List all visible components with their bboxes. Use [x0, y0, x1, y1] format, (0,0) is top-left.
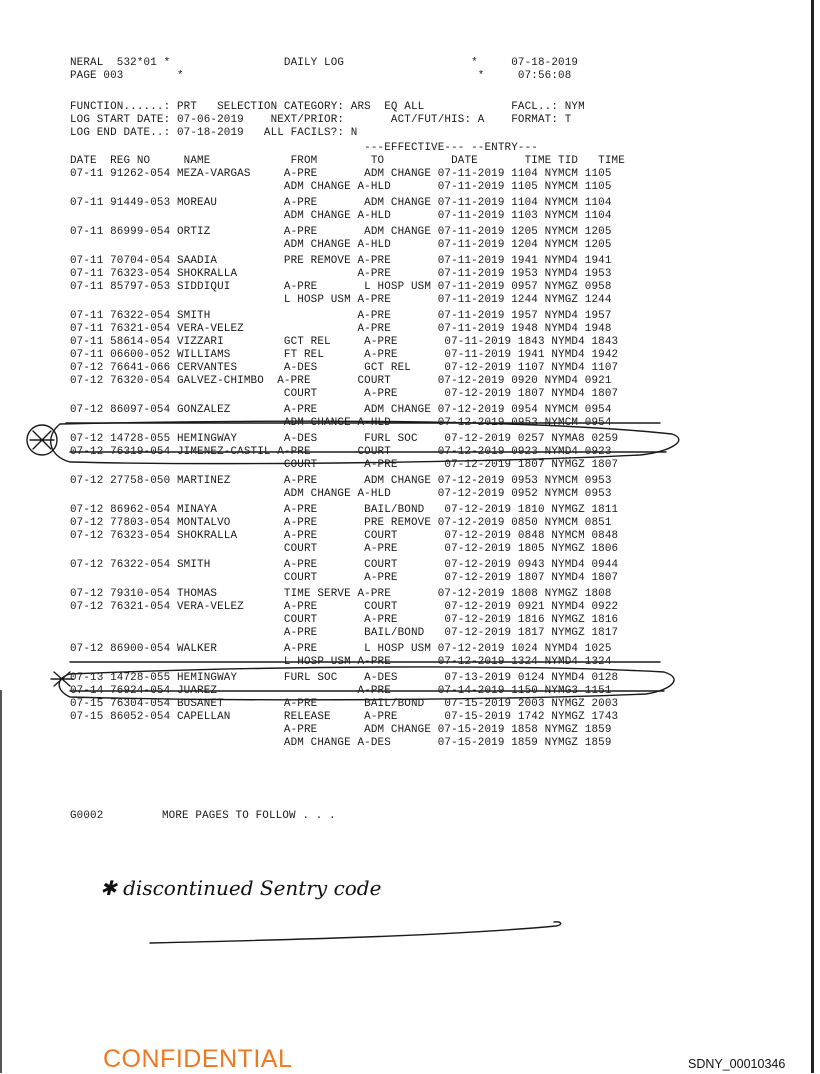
- table-row: 07-11 76321-054 VERA-VELEZ A-PRE 07-11-2019 1948 NYMD4 1948: [70, 323, 612, 335]
- table-row: 07-12 14728-055 HEMINGWAY A-DES FURL SOC 07-12-2019 0257 NYMA8 0259: [70, 433, 619, 445]
- table-row: 07-11 86999-054 ORTIZ A-PRE ADM CHANGE 07-11-2019 1205 NYMCM 1205: [70, 226, 612, 238]
- table-row: ADM CHANGE A-HLD 07-12-2019 0953 NYMCM 0954: [70, 417, 612, 429]
- handwritten-note: ✱ discontinued Sentry code: [100, 876, 382, 900]
- table-row: 07-12 86097-054 GONZALEZ A-PRE ADM CHANGE 07-12-2019 0954 NYMCM 0954: [70, 404, 612, 416]
- table-row: 07-11 76322-054 SMITH A-PRE 07-11-2019 1957 NYMD4 1957: [70, 310, 612, 322]
- table-row: 07-12 86962-054 MINAYA A-PRE BAIL/BOND 07-12-2019 1810 NYMGZ 1811: [70, 504, 619, 516]
- table-row: 07-14 76924-054 JUAREZ A-PRE 07-14-2019 1150 NYMG3 1151: [70, 685, 612, 697]
- page-code: G0002: [70, 810, 104, 822]
- criteria-line-3: LOG END DATE..: 07-18-2019 ALL FACILS?: N: [70, 127, 358, 139]
- table-row: ADM CHANGE A-HLD 07-12-2019 0952 NYMCM 0953: [70, 488, 612, 500]
- table-row: 07-12 76323-054 SHOKRALLA A-PRE COURT 07-12-2019 0848 NYMCM 0848: [70, 530, 619, 542]
- bates-number: SDNY_00010346: [688, 1057, 786, 1071]
- table-row: 07-11 58614-054 VIZZARI GCT REL A-PRE 07-11-2019 1843 NYMD4 1843: [70, 336, 619, 348]
- circle-hemingway-1: [51, 421, 679, 463]
- table-row: 07-12 27758-050 MARTINEZ A-PRE ADM CHANGE 07-12-2019 0953 NYMCM 0953: [70, 475, 612, 487]
- margin-asterisk-1: [30, 431, 54, 449]
- table-row: 07-11 91262-054 MEZA-VARGAS A-PRE ADM CHANGE 07-11-2019 1104 NYMCM 1105: [70, 168, 612, 180]
- table-row: 07-12 76320-054 GALVEZ-CHIMBO A-PRE COURT 07-12-2019 0920 NYMD4 0921: [70, 375, 612, 387]
- header-line-2: PAGE 003 * * 07:56:08: [70, 70, 572, 82]
- table-row: 07-15 76304-054 BUSANET A-PRE BAIL/BOND 07-15-2019 2003 NYMGZ 2003: [70, 698, 619, 710]
- criteria-line-2: LOG START DATE: 07-06-2019 NEXT/PRIOR: ACT/FUT/HIS: A FORMAT: T: [70, 114, 572, 126]
- table-row: ADM CHANGE A-HLD 07-11-2019 1204 NYMCM 1205: [70, 239, 612, 251]
- table-row: L HOSP USM A-PRE 07-12-2019 1324 NYMD4 1324: [70, 656, 612, 668]
- table-row: COURT A-PRE 07-12-2019 1805 NYMGZ 1806: [70, 543, 619, 555]
- table-row: 07-12 86900-054 WALKER A-PRE L HOSP USM 07-12-2019 1024 NYMD4 1025: [70, 643, 612, 655]
- table-row: 07-11 76323-054 SHOKRALLA A-PRE 07-11-2019 1953 NYMD4 1953: [70, 268, 612, 280]
- table-row: 07-15 86052-054 CAPELLAN RELEASE A-PRE 07-15-2019 1742 NYMGZ 1743: [70, 711, 619, 723]
- table-row: L HOSP USM A-PRE 07-11-2019 1244 NYMGZ 1244: [70, 294, 612, 306]
- table-row: 07-12 76321-054 VERA-VELEZ A-PRE COURT 07-12-2019 0921 NYMD4 0922: [70, 601, 619, 613]
- more-pages-note: MORE PAGES TO FOLLOW . . .: [162, 810, 336, 822]
- table-row: 07-12 76322-054 SMITH A-PRE COURT 07-12-2019 0943 NYMD4 0944: [70, 559, 619, 571]
- table-row: 07-12 79310-054 THOMAS TIME SERVE A-PRE 07-12-2019 1808 NYMGZ 1808: [70, 588, 612, 600]
- column-group-header: ---EFFECTIVE--- --ENTRY---: [70, 142, 538, 154]
- criteria-line-1: FUNCTION......: PRT SELECTION CATEGORY: ARS EQ ALL FACL..: NYM: [70, 101, 585, 113]
- table-row: 07-13 14728-055 HEMINGWAY FURL SOC A-DES 07-13-2019 0124 NYMD4 0128: [70, 672, 619, 684]
- table-row: COURT A-PRE 07-12-2019 1807 NYMD4 1807: [70, 388, 619, 400]
- table-row: 07-12 76319-054 JIMENEZ-CASTIL A-PRE COURT 07-12-2019 0923 NYMD4 0923: [70, 446, 612, 458]
- table-row: COURT A-PRE 07-12-2019 1807 NYMD4 1807: [70, 572, 619, 584]
- table-row: A-PRE ADM CHANGE 07-15-2019 1858 NYMGZ 1859: [70, 724, 612, 736]
- table-row: ADM CHANGE A-HLD 07-11-2019 1103 NYMCM 1104: [70, 210, 612, 222]
- confidential-stamp: CONFIDENTIAL: [103, 1045, 293, 1073]
- column-header: DATE REG NO NAME FROM TO DATE TIME TID TIME: [70, 155, 625, 167]
- table-row: 07-11 06600-052 WILLIAMS FT REL A-PRE 07-11-2019 1941 NYMD4 1942: [70, 349, 619, 361]
- table-row: COURT A-PRE 07-12-2019 1807 NYMGZ 1807: [70, 459, 619, 471]
- table-row: ADM CHANGE A-DES 07-15-2019 1859 NYMGZ 1859: [70, 737, 612, 749]
- note-underline: [150, 922, 561, 943]
- table-row: 07-11 70704-054 SAADIA PRE REMOVE A-PRE 07-11-2019 1941 NYMD4 1941: [70, 255, 612, 267]
- table-row: 07-12 77803-054 MONTALVO A-PRE PRE REMOVE 07-12-2019 0850 NYMCM 0851: [70, 517, 612, 529]
- circle-hemingway-2: [59, 667, 674, 700]
- table-row: ADM CHANGE A-HLD 07-11-2019 1105 NYMCM 1105: [70, 181, 612, 193]
- table-row: A-PRE BAIL/BOND 07-12-2019 1817 NYMGZ 1817: [70, 627, 619, 639]
- table-row: COURT A-PRE 07-12-2019 1816 NYMGZ 1816: [70, 614, 619, 626]
- table-row: 07-11 85797-053 SIDDIQUI A-PRE L HOSP USM 07-11-2019 0957 NYMGZ 0958: [70, 281, 612, 293]
- table-row: 07-12 76641-066 CERVANTES A-DES GCT REL 07-12-2019 1107 NYMD4 1107: [70, 362, 619, 374]
- table-row: 07-11 91449-053 MOREAU A-PRE ADM CHANGE 07-11-2019 1104 NYMCM 1104: [70, 197, 612, 209]
- header-line-1: NERAL 532*01 * DAILY LOG * 07-18-2019: [70, 57, 579, 69]
